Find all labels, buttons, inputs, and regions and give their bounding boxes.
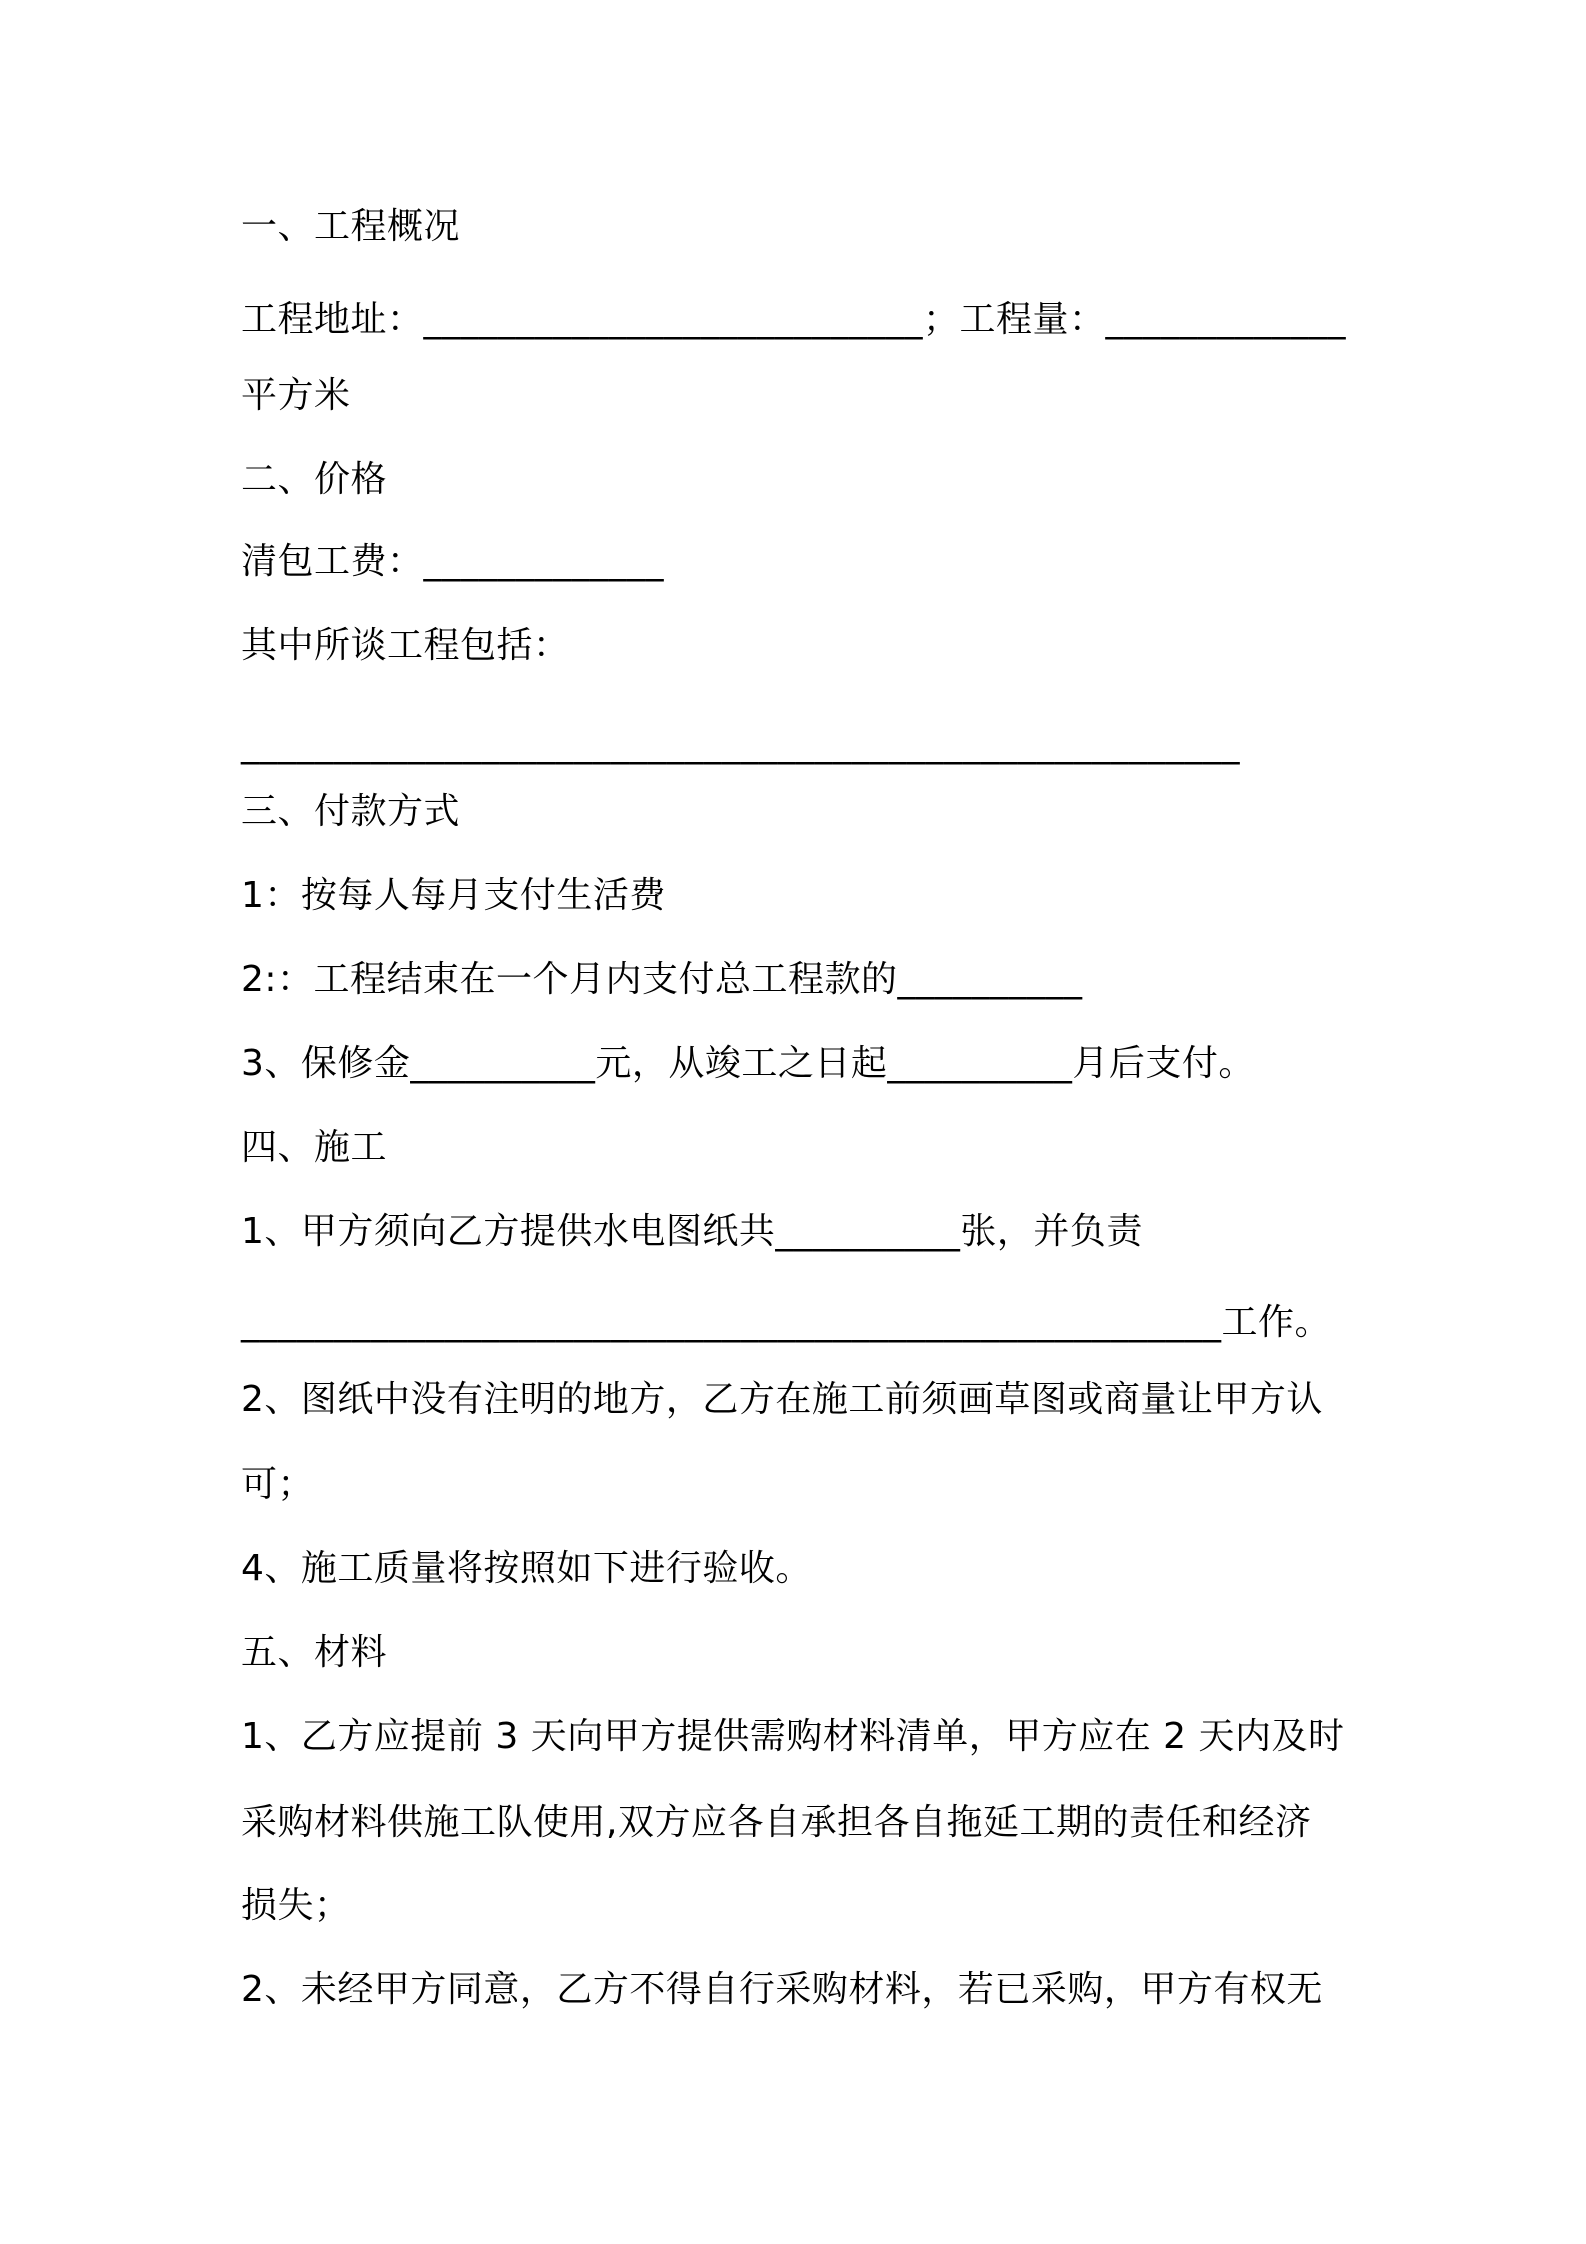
project-scope-blank-line: ______________________________________________________: [241, 724, 1240, 765]
construction-item-2-continuation: 可；: [241, 1464, 315, 1505]
project-address-and-quantity-line: 工程地址：___________________________；工程量：_____________: [241, 299, 1347, 340]
section-heading-payment-method: 三、付款方式: [241, 791, 461, 832]
payment-item-3: 3、保修金__________元，从竣工之日起__________月后支付。: [241, 1043, 1255, 1084]
square-meter-unit-line: 平方米: [241, 375, 351, 416]
section-heading-price: 二、价格: [241, 459, 388, 500]
section-heading-materials: 五、材料: [241, 1632, 388, 1673]
labor-fee-line: 清包工费：_____________: [241, 541, 665, 582]
payment-item-2: 2:：工程结束在一个月内支付总工程款的__________: [241, 959, 1083, 1000]
project-scope-label: 其中所谈工程包括：: [241, 625, 570, 666]
construction-item-4: 4、施工质量将按照如下进行验收。: [241, 1548, 812, 1589]
materials-item-1-continuation-end: 损失；: [241, 1885, 351, 1926]
construction-item-1-continuation: _____________________________________________________工作。: [241, 1302, 1331, 1343]
construction-item-2: 2、图纸中没有注明的地方，乙方在施工前须画草图或商量让甲方认: [241, 1379, 1323, 1420]
construction-item-1: 1、甲方须向乙方提供水电图纸共__________张，并负责: [241, 1211, 1143, 1252]
payment-item-1: 1：按每人每月支付生活费: [241, 875, 666, 916]
section-heading-project-overview: 一、工程概况: [241, 206, 461, 247]
materials-item-1-continuation: 采购材料供施工队使用,双方应各自承担各自拖延工期的责任和经济: [241, 1802, 1312, 1843]
section-heading-construction: 四、施工: [241, 1127, 388, 1168]
materials-item-1: 1、乙方应提前 3 天向甲方提供需购材料清单，甲方应在 2 天内及时: [241, 1716, 1345, 1757]
materials-item-2: 2、未经甲方同意，乙方不得自行采购材料，若已采购，甲方有权无: [241, 1969, 1323, 2010]
